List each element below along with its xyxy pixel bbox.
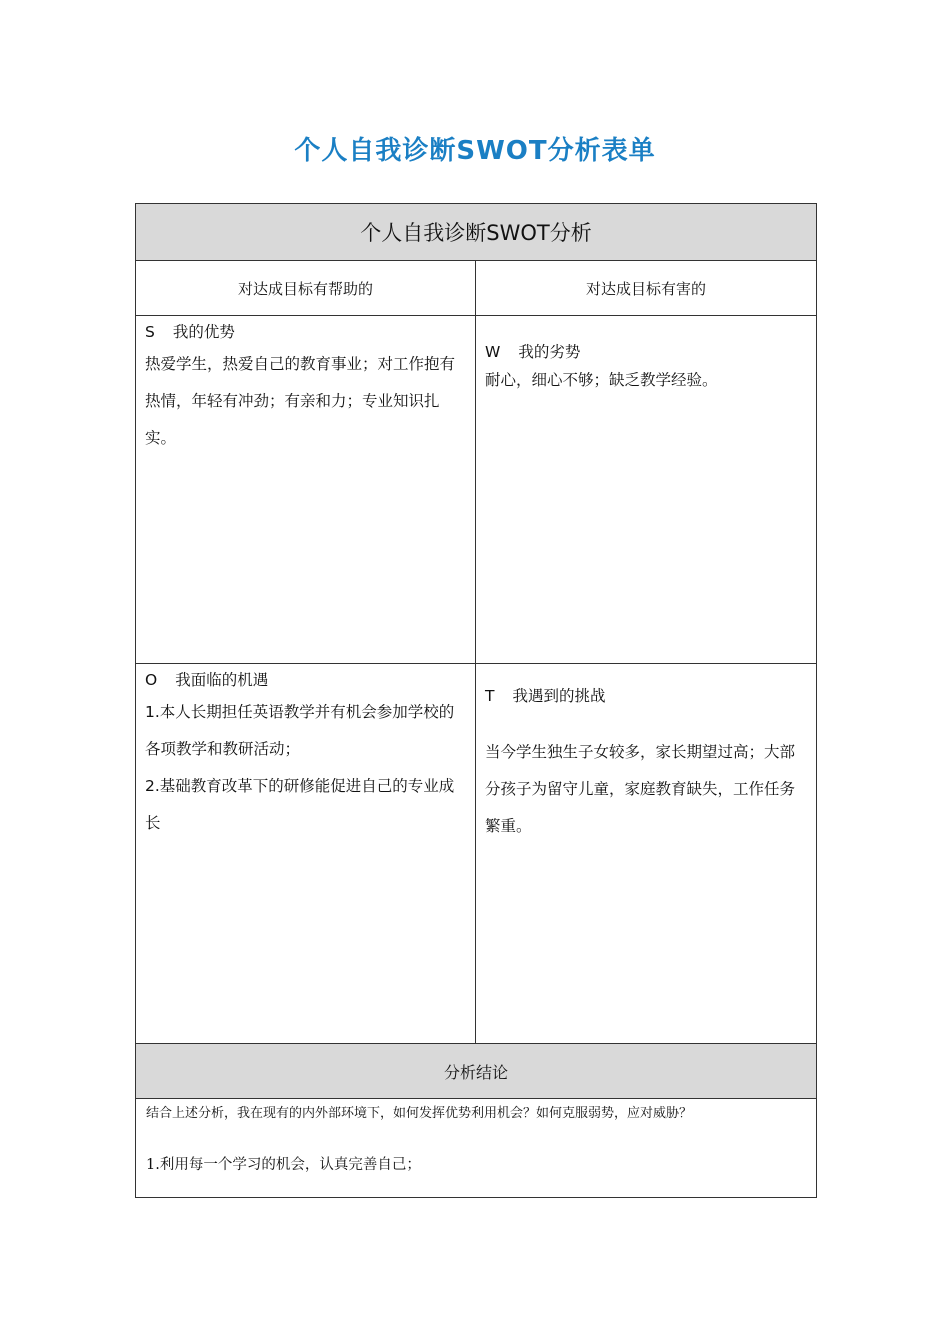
conclusion-header: 分析结论 [136,1044,817,1099]
page-title: 个人自我诊断SWOT分析表单 [294,136,656,166]
opportunities-cell [136,664,476,1044]
strengths-letter: S [145,323,155,341]
column-harmful-header: 对达成目标有害的 [476,261,817,316]
table-header: 个人自我诊断SWOT分析 [136,204,817,261]
conclusion-point-1: 1.利用每一个学习的机会，认真完善自己； [146,1157,421,1173]
threats-label: 我遇到的挑战 [512,687,606,705]
threats-letter: T [485,687,495,705]
weaknesses-label: 我的劣势 [518,343,581,361]
opportunities-item-1: 1.本人长期担任英语教学并有机会参加学校的各项教学和教研活动； [145,703,455,758]
column-helpful-header: 对达成目标有帮助的 [136,261,476,316]
opportunities-label: 我面临的机遇 [175,671,269,689]
threats-text: 当今学生独生子女较多，家长期望过高；大部分孩子为留守儿童，家庭教育缺失，工作任务繁重。 [485,743,796,835]
opportunities-item-2: 2.基础教育改革下的研修能促进自己的专业成长 [145,777,455,832]
conclusion-body [136,1099,817,1198]
weaknesses-letter: W [485,343,501,361]
strengths-cell [136,316,476,664]
strengths-text: 热爱学生，热爱自己的教育事业；对工作抱有热情，年轻有冲劲；有亲和力；专业知识扎实。 [145,355,456,447]
threats-cell [476,664,817,1044]
weaknesses-cell [476,316,817,664]
opportunities-letter: O [145,671,158,689]
conclusion-question: 结合上述分析，我在现有的内外部环境下，如何发挥优势利用机会？如何克服弱势，应对威胁？ [146,1106,693,1121]
weaknesses-text: 耐心，细心不够；缺乏教学经验。 [485,371,718,389]
strengths-label: 我的优势 [172,323,235,341]
swot-table [135,203,817,1198]
